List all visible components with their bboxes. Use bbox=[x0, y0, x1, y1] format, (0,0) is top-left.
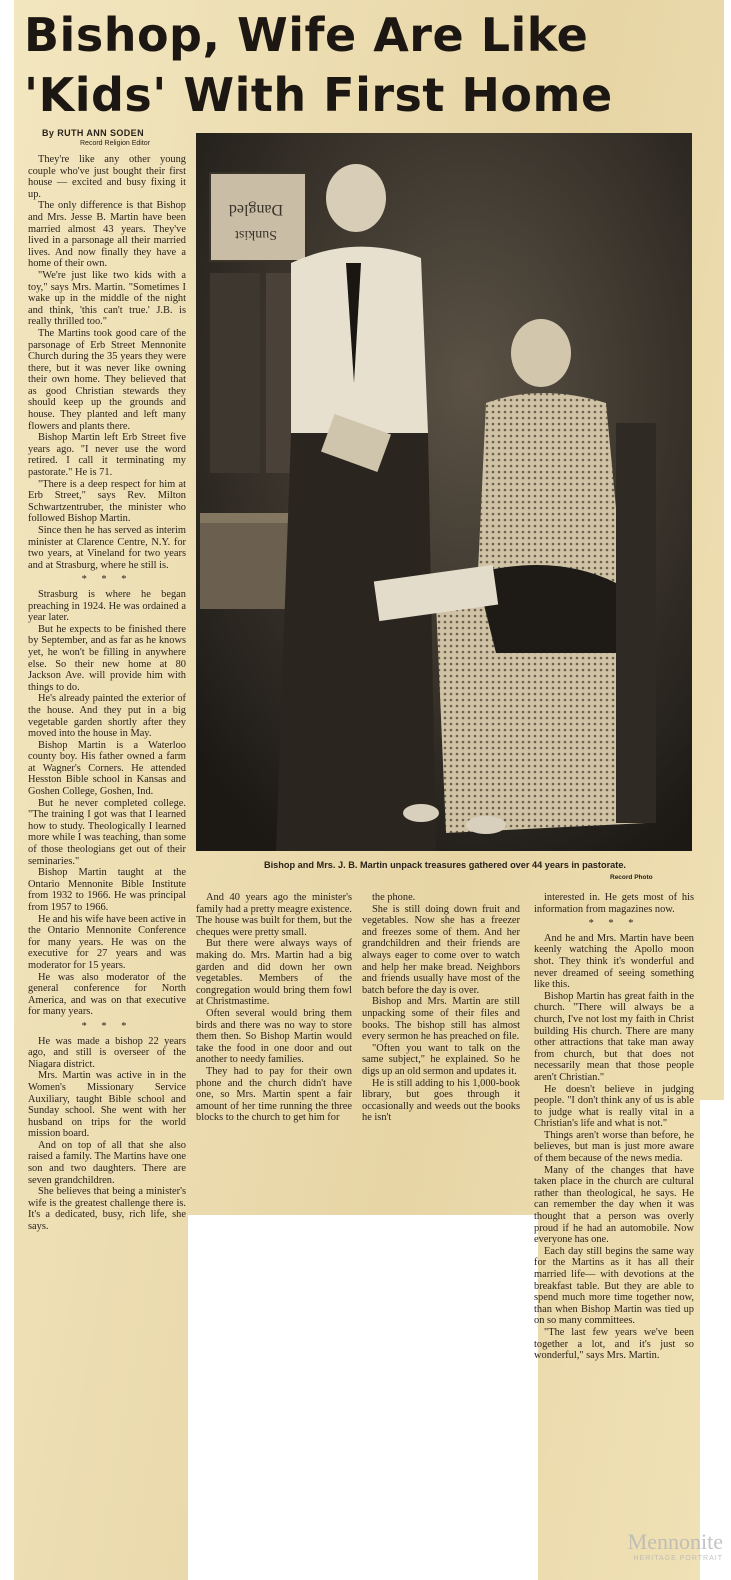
article-paragraph: He is still adding to his 1,000-book library, but goes through it occasionally and weeds out the books he isn't bbox=[362, 1077, 520, 1124]
article-paragraph: * * * bbox=[588, 918, 640, 930]
article-paragraph: Mrs. Martin was active in in the Women's Missionary Service Auxiliary, taught Bible school and Sunday school. She went with her husband on trips for the world mission board. bbox=[28, 1070, 186, 1140]
article-paragraph: She is still doing down fruit and vegetables. Now she has a freezer and freezes some of them. And her grandchildren and their friends are always eager to come over to watch and help her make bread. Neighbors and friends usually have most of the batch before the day is over. bbox=[362, 903, 520, 996]
article-paragraph: "The last few years we've been together a lot, and it's just so wonderful," says Mrs. Martin. bbox=[534, 1326, 694, 1362]
byline: By RUTH ANN SODEN bbox=[42, 128, 144, 138]
article-paragraph: the phone. bbox=[372, 892, 416, 903]
article-paragraph: "We're just like two kids with a toy," says Mrs. Martin. "Sometimes I wake up in the middle of the night and think, 'this can't true.' J.B. is really thrilled too." bbox=[28, 269, 186, 328]
article-paragraph: * * * bbox=[81, 574, 133, 586]
photo-box-text-bottom: Sunkist bbox=[234, 227, 278, 242]
photo-box-text-top: Dangled bbox=[228, 201, 284, 218]
article-paragraph: Bishop Martin has great faith in the church. "There will always be a church, I've not lost my faith in Christ building His church. There are many other attractions that take man away from church, but that does not necessarily mean that those people aren't Christian." bbox=[534, 990, 694, 1083]
article-paragraph: Many of the changes that have taken place in the church are cultural rather than theological, he says. He can remember the day when it was thought that a person was overly proud if he had an automobile. Now everyone has one. bbox=[534, 1164, 694, 1246]
article-paragraph: "Often you want to talk on the same subject," he explained. So he digs up an old sermon and updates it. bbox=[362, 1042, 520, 1077]
article-paragraph: She believes that being a minister's wife is the greatest challenge there is. It's a dedicated, busy, rich life, she says. bbox=[28, 1186, 186, 1233]
article-paragraph: Bishop Martin is a Waterloo county boy. His father owned a farm at Wagner's Corners. He attended Hesston Bible school in Kansas and Goshen College, Goshen, Ind. bbox=[28, 739, 186, 798]
headline-line-2: 'Kids' With First Home bbox=[24, 68, 613, 122]
article-paragraph: "There is a deep respect for him at Erb Street," says Rev. Milton Schwartzentruber, the minister who followed Bishop Martin. bbox=[28, 478, 186, 525]
article-paragraph: Bishop Martin taught at the Ontario Mennonite Bible Institute from 1932 to 1966. He was principal from 1957 to 1966. bbox=[28, 867, 186, 913]
clipping-cutout-right bbox=[700, 1100, 731, 1580]
article-column-1 bbox=[28, 154, 186, 1564]
article-column-2 bbox=[196, 892, 352, 1212]
article-paragraph: He doesn't believe in judging people. "I don't think any of us is able to judge what is really vital in a Christian's life and what is not." bbox=[534, 1083, 694, 1130]
article-paragraph: Bishop and Mrs. Martin are still unpacking some of their files and books. The bishop still has almost every sermon he has preached on file. bbox=[362, 996, 520, 1043]
headline-line-1: Bishop, Wife Are Like bbox=[24, 8, 589, 62]
article-photo bbox=[196, 133, 692, 851]
article-paragraph: * * * bbox=[81, 1020, 133, 1032]
article-paragraph: And he and Mrs. Martin have been keenly watching the Apollo moon shot. They think it's wonderful and never dreamed of seeing something like this. bbox=[534, 932, 694, 991]
photo-bishop-and-wife bbox=[196, 133, 692, 851]
article-paragraph: The Martins took good care of the parsonage of Erb Street Mennonite Church during the 35 years they were there, but it was never like owning their own home. They believed that as good Christian stewards they should keep up the grounds and house. They planted and left many flowers and plants there. bbox=[28, 327, 186, 432]
article-paragraph: But he never completed college. "The training I got was that I learned how to study. Theologically I learned more while I was teaching, than some of those theologians get out of their seminaries." bbox=[28, 797, 186, 867]
photo-caption: Bishop and Mrs. J. B. Martin unpack treasures gathered over 44 years in pastorate. bbox=[263, 860, 626, 870]
article-paragraph: Bishop Martin left Erb Street five years ago. "I never use the word retired. I call it terminating my pastorate." He is 71. bbox=[28, 432, 186, 479]
clipping-cutout bbox=[188, 1215, 538, 1580]
article-paragraph: He was also moderator of the general conference for North America, and was on that executive for many years. bbox=[28, 971, 186, 1018]
article-paragraph: But there were always ways of making do. Mrs. Martin had a big garden and did down her own vegetables. Members of the congregation would bring them fowl at Christmastime. bbox=[196, 938, 352, 1008]
article-paragraph: And 40 years ago the minister's family had a pretty meagre existence. The house was built for them, but the cheques were pretty small. bbox=[196, 892, 352, 938]
article-paragraph: And on top of all that she also raised a family. The Martins have one son and two daughters. There are seven grandchildren. bbox=[28, 1139, 186, 1186]
article-paragraph: He and his wife have been active in the Ontario Mennonite Conference for many years. He was on the executive for 27 years and was moderator for 15 years. bbox=[28, 913, 186, 971]
article-column-4 bbox=[534, 892, 694, 1562]
article-paragraph: Often several would bring them birds and there was no way to store them then. So Bishop Martin would take the food in one door and out another to needy families. bbox=[196, 1007, 352, 1066]
watermark bbox=[628, 1529, 723, 1562]
article-paragraph: Since then he has served as interim minister at Clarence Centre, N.Y. for two years, at Vineland for two years and at Strasburg, where he still is. bbox=[28, 525, 186, 571]
article-paragraph: He's already painted the exterior of the house. And they put in a big vegetable garden shortly after they moved into the house in May. bbox=[28, 693, 186, 740]
byline-title: Record Religion Editor bbox=[80, 140, 151, 147]
article-paragraph: The only difference is that Bishop and Mrs. Jesse B. Martin have been married almost 43 years. They've lived in a parsonage all their married lives. And now finally they have a home of their own. bbox=[28, 200, 186, 270]
watermark-main: Mennonite bbox=[627, 1529, 723, 1554]
article-paragraph: Things aren't worse than before, he believes, but man is just more aware of them because of the news media. bbox=[534, 1129, 694, 1165]
photo-credit: Record Photo bbox=[610, 874, 653, 881]
article-paragraph: Strasburg is where he began preaching in 1924. He was ordained a year later. bbox=[28, 588, 186, 624]
article-paragraph: Each day still begins the same way for the Martins as it has all their married life— with devotions at the breakfast table. But they are able to spend much more time together now, than when Bishop Martin was tied up on so many committees. bbox=[534, 1245, 694, 1327]
article-paragraph: interested in. He gets most of his information from magazines now. bbox=[534, 892, 694, 915]
article-paragraph: But he expects to be finished there by September, and as far as he knows yet, he won't be filling in anywhere else. So their new home at 80 Jackson Ave. will provide him with things to do. bbox=[28, 623, 186, 693]
article-paragraph: He was made a bishop 22 years ago, and still is overseer of the Niagara district. bbox=[28, 1035, 186, 1070]
article-column-3 bbox=[362, 892, 520, 1212]
article-paragraph: They had to pay for their own phone and the church didn't have one, so Mrs. Martin spent a fair amount of her time running the three blocks to the church to get him for bbox=[196, 1065, 352, 1124]
watermark-sub: HERITAGE PORTRAIT bbox=[633, 1555, 723, 1562]
article-paragraph: They're like any other young couple who've just bought their first house — excited and busy fixing it up. bbox=[28, 154, 186, 200]
